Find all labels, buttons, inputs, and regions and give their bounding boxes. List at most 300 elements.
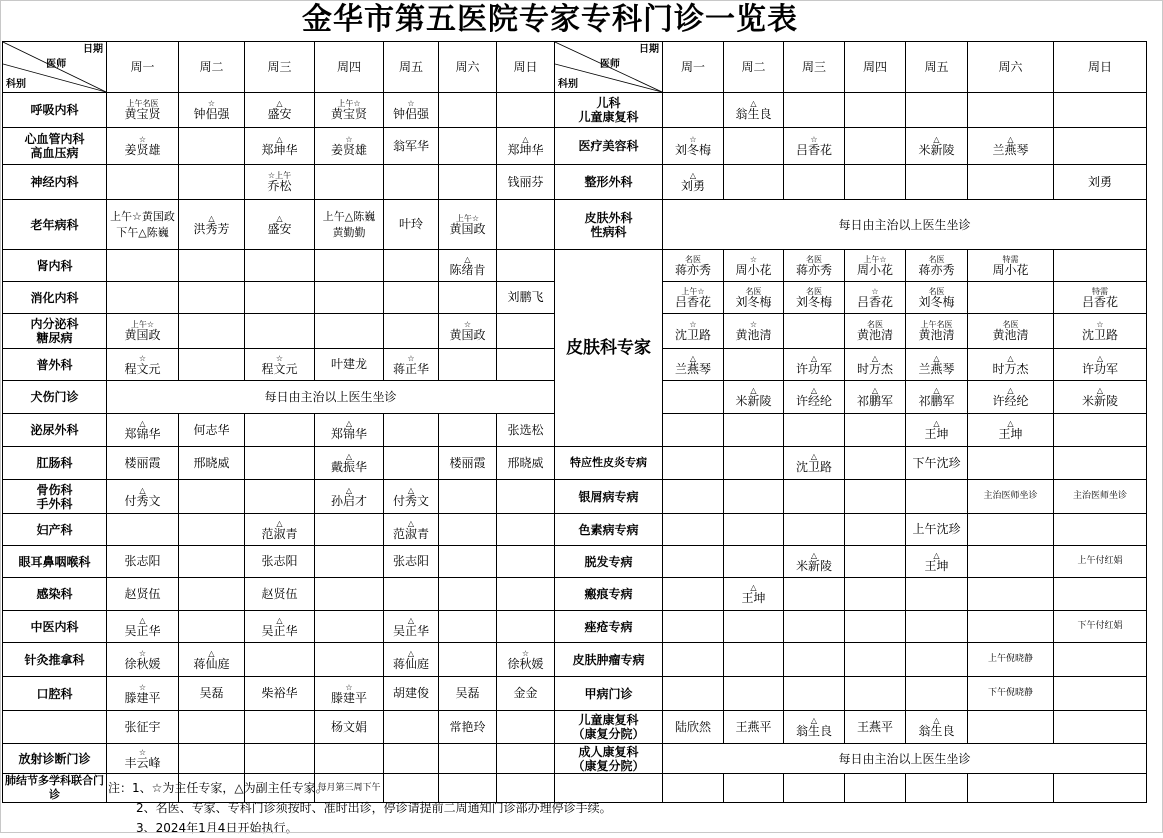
doctor-name: 范淑青 (261, 526, 298, 541)
doctor-slot (439, 611, 497, 643)
expert-mark: ☆ (463, 320, 472, 329)
expert-mark: △ (464, 254, 471, 264)
doctor-slot (1054, 282, 1147, 314)
note-3: 3、2024年1月4日开始执行。 (136, 821, 298, 835)
empty-cell (968, 774, 1054, 803)
doctor-slot (497, 744, 555, 774)
note-1: 注：1、☆为主任专家，△为副主任专家。 (108, 781, 328, 795)
doctor-slot (107, 744, 179, 774)
doctor-slot (497, 349, 555, 381)
doctor-name: 刘勇 (1087, 174, 1112, 189)
doctor-slot (384, 643, 439, 677)
doctor-name: 盛安 (267, 107, 292, 121)
doctor-slot (245, 578, 315, 611)
doctor-slot (315, 643, 384, 677)
doctor-slot (497, 250, 555, 282)
dept-name (555, 546, 663, 578)
doctor-name: 付秀文 (392, 493, 429, 508)
doctor-name: 许功军 (1081, 361, 1118, 376)
notes (108, 778, 612, 838)
doctor-name: 时万杰 (992, 361, 1029, 376)
doctor-slot (906, 414, 968, 447)
doctor-name: 每月第三周下午 (317, 782, 381, 793)
empty-cell (906, 774, 968, 803)
expert-mark: △ (750, 99, 757, 108)
doctor-name: 祁鹏军 (918, 394, 955, 408)
doctor-name: 蒋仙庭 (392, 656, 429, 671)
day-header: 周日 (1054, 42, 1147, 93)
doctor-slot (968, 282, 1054, 314)
expert-mark: △ (810, 353, 818, 363)
doctor-name: 吴磊 (199, 686, 224, 700)
doctor-slot (724, 546, 784, 578)
doctor-slot (439, 93, 497, 128)
expert-mark: △ (810, 550, 818, 560)
doctor-slot (179, 578, 245, 611)
doctor-slot (107, 349, 179, 381)
doctor-slot (724, 447, 784, 480)
doctor-slot (1054, 611, 1147, 643)
doctor-name: 周小花 (735, 262, 772, 277)
doctor-slot (784, 480, 845, 514)
doctor-name: 姜贤雄 (330, 143, 367, 157)
doctor-slot (663, 93, 724, 128)
doctor-name: 许经纶 (992, 394, 1029, 408)
doctor-slot (439, 250, 497, 282)
doctor-slot (439, 414, 497, 447)
dept-line: 神经内科 (30, 175, 79, 189)
expert-mark: ☆ (207, 99, 216, 108)
doctor-name: 吕香花 (1081, 294, 1118, 309)
doctor-name: 金金 (513, 686, 538, 700)
doctor-slot (845, 480, 906, 514)
doctor-slot (107, 447, 179, 480)
expert-mark: △ (407, 518, 415, 528)
doctor-slot (724, 480, 784, 514)
doctor-name: 陆欣然 (674, 719, 711, 734)
doctor-name: 吴正华 (392, 623, 429, 638)
doctor-slot (497, 514, 555, 546)
doctor-slot (724, 93, 784, 128)
doctor-slot (245, 480, 315, 514)
doctor-slot (784, 349, 845, 381)
doctor-slot (179, 250, 245, 282)
doctor-name: 上午沈珍 (912, 522, 961, 536)
doctor-name: 赵贤伍 (261, 586, 298, 601)
doctor-name: 蒋正华 (392, 361, 429, 376)
dept-name (3, 128, 107, 165)
expert-mark: △ (871, 353, 879, 363)
doctor-name: 柴裕华 (261, 686, 298, 700)
expert-mark: ☆ (749, 254, 758, 264)
doctor-slot (245, 711, 315, 744)
dept-line: 中医内科 (30, 619, 79, 634)
header-corner (3, 42, 107, 93)
doctor-slot (663, 643, 724, 677)
doctor-name: 张志阳 (261, 554, 298, 568)
note-2: 2、名医、专家、专科门诊须按时、准时出诊，停诊请提前二周通知门诊部办理停诊手续。 (136, 801, 612, 815)
doctor-slot (968, 250, 1054, 282)
doctor-slot (179, 643, 245, 677)
doctor-slot (1054, 546, 1147, 578)
doctor-slot (107, 643, 179, 677)
doctor-name: 兰燕琴 (674, 361, 711, 376)
expert-mark: △ (139, 485, 146, 495)
doctor-slot (107, 314, 179, 349)
doctor-name: 刘冬梅 (795, 294, 832, 309)
expert-mark: 名医 (1002, 320, 1019, 329)
doctor-slot (845, 250, 906, 282)
doctor-slot (663, 480, 724, 514)
doctor-name: 黄宝贤 (124, 107, 161, 121)
doctor-name: 主治医师坐诊 (983, 491, 1038, 501)
doctor-slot (845, 414, 906, 447)
empty-cell (784, 774, 845, 803)
doctor-name: 乔松 (267, 179, 292, 193)
dept-name (3, 514, 107, 546)
expert-mark: △ (750, 583, 757, 592)
doctor-slot (179, 314, 245, 349)
dept-line: 皮肤肿瘤专病 (572, 652, 645, 667)
doctor-slot (315, 711, 384, 744)
doctor-slot (107, 200, 179, 250)
doctor-slot (107, 514, 179, 546)
doctor-slot (315, 314, 384, 349)
dept-name (3, 414, 107, 447)
expert-mark: ☆ (521, 648, 530, 658)
doctor-name: 蒋亦秀 (918, 262, 955, 277)
doctor-slot (724, 250, 784, 282)
doctor-name: 蒋亦秀 (674, 262, 711, 277)
doctor-name: 王坤 (924, 558, 949, 573)
day-header: 周五 (906, 42, 968, 93)
doctor-slot (439, 677, 497, 711)
doctor-slot (384, 611, 439, 643)
expert-mark: 名医 (685, 254, 701, 264)
doctor-slot (315, 611, 384, 643)
doctor-slot (724, 611, 784, 643)
dept-line: 呼吸内科 (30, 103, 79, 117)
doctor-slot (906, 381, 968, 414)
doctor-slot (968, 447, 1054, 480)
doctor-name: 常艳玲 (449, 719, 486, 734)
dept-line: 皮肤外科 (584, 210, 633, 225)
expert-mark: △ (522, 135, 529, 144)
doctor-name: 上午倪晓静 (987, 654, 1033, 664)
doctor-slot (497, 447, 555, 480)
doctor-slot (315, 744, 384, 774)
doctor-slot (179, 447, 245, 480)
doctor-slot (784, 414, 845, 447)
expert-mark: △ (871, 386, 879, 395)
doctor-name: 吴磊 (455, 686, 480, 700)
dept-line: 银屑病专病 (578, 489, 639, 504)
doctor-slot (179, 282, 245, 314)
dept-name (555, 480, 663, 514)
doctor-name: 沈卫路 (674, 328, 711, 342)
dept-line: 犬伤门诊 (30, 390, 79, 404)
doctor-slot (439, 578, 497, 611)
doctor-slot (1054, 677, 1147, 711)
doctor-slot (107, 128, 179, 165)
doctor-name: 米新陵 (735, 394, 772, 408)
doctor-name: 张志阳 (124, 554, 161, 568)
doctor-name: 钟侣强 (392, 107, 429, 121)
expert-mark: ☆ (689, 135, 697, 144)
doctor-slot (245, 546, 315, 578)
doctor-slot (439, 643, 497, 677)
doctor-name: 祁鹏军 (856, 394, 893, 408)
day-header: 周三 (784, 42, 845, 93)
doctor-slot (439, 546, 497, 578)
doctor-slot (315, 578, 384, 611)
doctor-name: 黄池清 (735, 328, 772, 342)
doctor-slot (784, 546, 845, 578)
doctor-slot (724, 349, 784, 381)
doctor-name: 盛安 (267, 221, 292, 236)
day-header: 周四 (845, 42, 906, 93)
doctor-slot (1054, 414, 1147, 447)
doctor-name: 下午倪晓静 (987, 688, 1033, 698)
doctor-slot (179, 128, 245, 165)
doctor-name: 杨文娟 (330, 719, 367, 734)
doctor-slot (784, 643, 845, 677)
empty-cell (724, 774, 784, 803)
expert-mark: ☆上午 (267, 171, 292, 180)
doctor-slot (845, 165, 906, 200)
expert-mark: △ (1007, 386, 1014, 395)
doctor-slot (845, 514, 906, 546)
doctor-slot (724, 643, 784, 677)
doctor-slot (663, 349, 724, 381)
doctor-slot (107, 282, 179, 314)
dept-name (555, 611, 663, 643)
doctor-name: 郑锦华 (330, 427, 367, 441)
doctor-name: 翁生良 (795, 724, 832, 738)
expert-mark: ☆ (871, 286, 879, 296)
doctor-slot (439, 711, 497, 744)
dept-name (3, 744, 107, 774)
dept-name (3, 711, 107, 744)
doctor-name: 吕香花 (856, 294, 893, 309)
expert-mark: △ (810, 716, 818, 725)
doctor-slot (179, 349, 245, 381)
doctor-slot (968, 480, 1054, 514)
doctor-name: 许功军 (795, 361, 832, 376)
doctor-slot (663, 282, 724, 314)
dept-name (3, 546, 107, 578)
doctor-slot (845, 677, 906, 711)
dept-line: 手外科 (36, 496, 73, 511)
doctor-slot (439, 165, 497, 200)
doctor-slot (315, 349, 384, 381)
doctor-slot (968, 514, 1054, 546)
doctor-slot (845, 611, 906, 643)
doctor-slot (497, 711, 555, 744)
dept-name (3, 480, 107, 514)
doctor-slot (245, 414, 315, 447)
doctor-slot (968, 349, 1054, 381)
doctor-slot (497, 480, 555, 514)
doctor-slot (315, 165, 384, 200)
doctor-slot (384, 480, 439, 514)
dept-label: 科别 (558, 79, 578, 90)
doctor-name: 滕建平 (124, 690, 161, 705)
day-header: 周日 (497, 42, 555, 93)
dept-line: 泌尿外科 (30, 423, 79, 437)
dept-name (3, 93, 107, 128)
doctor-slot (439, 200, 497, 250)
expert-mark: △ (208, 213, 215, 223)
dept-name (3, 314, 107, 349)
expert-mark: ☆ (689, 320, 697, 329)
note-cell: 每日由主治以上医生坐诊 (107, 381, 555, 414)
doctor-slot (968, 381, 1054, 414)
expert-mark: 上午☆ (337, 99, 361, 108)
expert-mark: △ (1096, 353, 1104, 363)
doctor-slot (497, 643, 555, 677)
expert-mark: △ (276, 99, 283, 108)
doctor-name: 张选松 (507, 422, 544, 437)
doctor-slot (663, 447, 724, 480)
doctor-name: 兰燕琴 (992, 143, 1029, 157)
doctor-name: 周小花 (856, 262, 893, 277)
doctor-slot (724, 282, 784, 314)
doctor-slot (663, 414, 724, 447)
doctor-slot (1054, 711, 1147, 744)
doctor-slot (245, 314, 315, 349)
dept-name (555, 643, 663, 677)
doctor-slot (663, 677, 724, 711)
doctor-slot (245, 93, 315, 128)
expert-mark: 特需 (1092, 286, 1108, 296)
dept-name (555, 128, 663, 165)
expert-mark: △ (276, 213, 283, 223)
doctor-slot (497, 414, 555, 447)
doctor-name: 王坤 (998, 427, 1023, 441)
doctor-name: 米新陵 (795, 558, 832, 573)
dept-line: 肾内科 (36, 258, 73, 273)
dept-line: 高血压病 (30, 146, 79, 160)
dept-line: 老年病科 (30, 217, 79, 232)
doctor-slot (784, 93, 845, 128)
doctor-slot (1054, 447, 1147, 480)
doctor-slot (384, 250, 439, 282)
doctor-name: 黄国政 (449, 221, 486, 236)
doctor-slot (439, 349, 497, 381)
doctor-name: 王燕平 (735, 719, 772, 734)
doctor-slot (384, 93, 439, 128)
doctor-name: 黄国政 (124, 328, 161, 342)
doctor-slot (906, 643, 968, 677)
doctor-slot (845, 349, 906, 381)
doctor-slot (384, 447, 439, 480)
doctor-slot (107, 414, 179, 447)
doctor-slot (179, 744, 245, 774)
expert-mark: △ (810, 452, 818, 461)
doctor-slot (439, 128, 497, 165)
dept-line: 心血管内科 (24, 132, 85, 146)
dept-line: 糖尿病 (36, 331, 73, 345)
doctor-slot (906, 165, 968, 200)
expert-mark: △ (689, 171, 697, 180)
doctor-slot (1054, 578, 1147, 611)
doctor-name: 孙启才 (330, 493, 367, 508)
day-header: 周二 (724, 42, 784, 93)
doctor-name: 陈绪肯 (449, 262, 486, 277)
expert-mark: △ (810, 386, 818, 395)
doctor-slot (845, 282, 906, 314)
expert-mark: △ (407, 615, 415, 625)
dept-line: 消化内科 (30, 290, 79, 305)
doctor-slot (1054, 165, 1147, 200)
doctor-slot (1054, 643, 1147, 677)
dept-name (555, 200, 663, 250)
doctor-name: 兰燕琴 (918, 361, 955, 376)
doctor-name: 米新陵 (1081, 394, 1118, 408)
empty-cell (845, 774, 906, 803)
doctor-slot (497, 546, 555, 578)
doctor-slot (245, 677, 315, 711)
doctor-name: 沈卫路 (795, 460, 832, 474)
doctor-slot (315, 93, 384, 128)
doctor-slot (968, 314, 1054, 349)
doctor-name: 何志华 (193, 422, 230, 437)
doctor-slot (845, 128, 906, 165)
expert-mark: ☆ (138, 747, 147, 757)
doctor-slot (968, 414, 1054, 447)
doctor-name: 黄池清 (918, 328, 955, 342)
doctor-slot (1054, 250, 1147, 282)
doctor-slot (107, 611, 179, 643)
doctor-slot (179, 414, 245, 447)
doctor-slot (497, 611, 555, 643)
doctor-slot (179, 611, 245, 643)
dept-line: （康复分院） (572, 727, 645, 741)
expert-mark: 特需 (1002, 254, 1019, 264)
dept-name (3, 250, 107, 282)
doctor-slot (245, 165, 315, 200)
doctor-slot (245, 447, 315, 480)
doctor-slot (784, 314, 845, 349)
doctor-slot (1054, 128, 1147, 165)
doctor-slot (384, 546, 439, 578)
dept-name (3, 677, 107, 711)
doctor-slot (663, 250, 724, 282)
dept-line: 妇产科 (36, 522, 73, 537)
doctor-slot (906, 578, 968, 611)
dept-line: 骨伤科 (36, 482, 73, 497)
expert-mark: 名医 (806, 286, 822, 296)
doctor-name: 叶玲 (398, 217, 423, 231)
day-header: 周一 (663, 42, 724, 93)
day-header: 周二 (179, 42, 245, 93)
expert-mark: △ (345, 419, 353, 428)
header-corner (555, 42, 663, 93)
doctor-name: 蒋仙庭 (193, 656, 230, 671)
dept-name (555, 578, 663, 611)
doctor-slot (906, 546, 968, 578)
dept-line: 特应性皮炎专病 (570, 456, 647, 469)
dept-line: 成人康复科 (578, 744, 639, 759)
doctor-name: 洪秀芳 (193, 221, 230, 236)
doctor-slot (179, 165, 245, 200)
empty-cell (663, 774, 724, 803)
doctor-name: 上午☆黄国政 (110, 209, 175, 223)
doctor-slot (497, 282, 555, 314)
expert-mark: △ (750, 386, 757, 395)
doctor-slot (906, 514, 968, 546)
